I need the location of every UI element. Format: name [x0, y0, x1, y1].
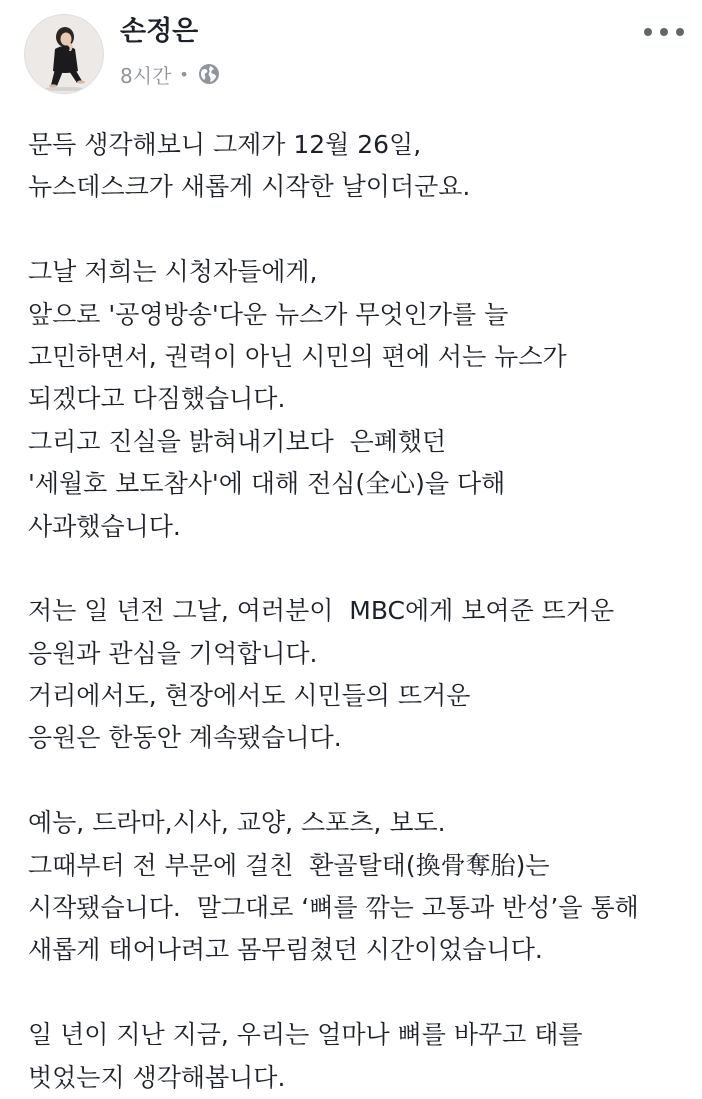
post-text-line: 앞으로 '공영방송'다운 뉴스가 무엇인가를 늘	[28, 299, 509, 329]
post-text-line: 시작됐습니다. 말그대로 ‘뼈를 깎는 고통과 반성’을 통해	[28, 893, 639, 923]
more-horizontal-icon	[644, 28, 652, 36]
post-text-line: '세월호 보도참사'에 대해 전심(全心)을 다해	[28, 469, 506, 499]
post-text-line: 새롭게 태어나려고 몸무림쳤던 시간이었습니다.	[28, 935, 543, 965]
post-text-line: 응원은 한동안 계속됐습니다.	[28, 723, 342, 753]
post-text-line: 뉴스데스크가 새롭게 시작한 날이더군요.	[28, 172, 471, 202]
post-text-line: 예능, 드라마,시사, 교양, 스포츠, 보도.	[28, 808, 446, 838]
more-horizontal-icon	[660, 28, 668, 36]
blank-line	[28, 972, 688, 1014]
post-text-line: 거리에서도, 현장에서도 시민들의 뜨거운	[28, 681, 471, 711]
post-header	[0, 0, 702, 100]
post-text-line: 문득 생각해보니 그제가 12월 26일,	[28, 130, 422, 159]
post-text-line: 저는 일 년전 그날, 여러분이 MBC에게 보여준 뜨거운	[28, 596, 615, 626]
profile-photo-icon	[25, 15, 104, 94]
author-name[interactable]: 손정은	[120, 16, 199, 47]
post-text-line: 되겠다고 다짐했습니다.	[28, 384, 286, 414]
avatar[interactable]	[24, 14, 104, 94]
post-text-line: 그날 저희는 시청자들에게,	[28, 257, 318, 287]
post-text-line: 그리고 진실을 밝혀내기보다 은폐했던	[28, 426, 447, 456]
post-text-line: 벗었는지 생각해봅니다.	[28, 1062, 286, 1092]
meta-separator: •	[179, 64, 189, 84]
post-text-line: 응원과 관심을 기억합니다.	[28, 638, 318, 668]
post-meta	[120, 60, 221, 88]
post-text-line: 고민하면서, 권력이 아닌 시민의 편에 서는 뉴스가	[28, 341, 567, 371]
blank-line	[28, 209, 688, 251]
blank-line	[28, 760, 688, 802]
globe-icon[interactable]	[197, 62, 221, 86]
post-text-line: 일 년이 지난 지금, 우리는 얼마나 뼈를 바꾸고 태를	[28, 1020, 583, 1050]
post-timestamp[interactable]: 8시간	[120, 63, 172, 88]
post-text-line: 사과했습니다.	[28, 511, 181, 541]
post-body	[28, 124, 688, 1099]
more-options-button[interactable]	[644, 20, 684, 44]
post-text-line: 그때부터 전 부문에 걸친 환골탈태(換骨奪胎)는	[28, 850, 550, 880]
more-horizontal-icon	[676, 28, 684, 36]
blank-line	[28, 548, 688, 590]
